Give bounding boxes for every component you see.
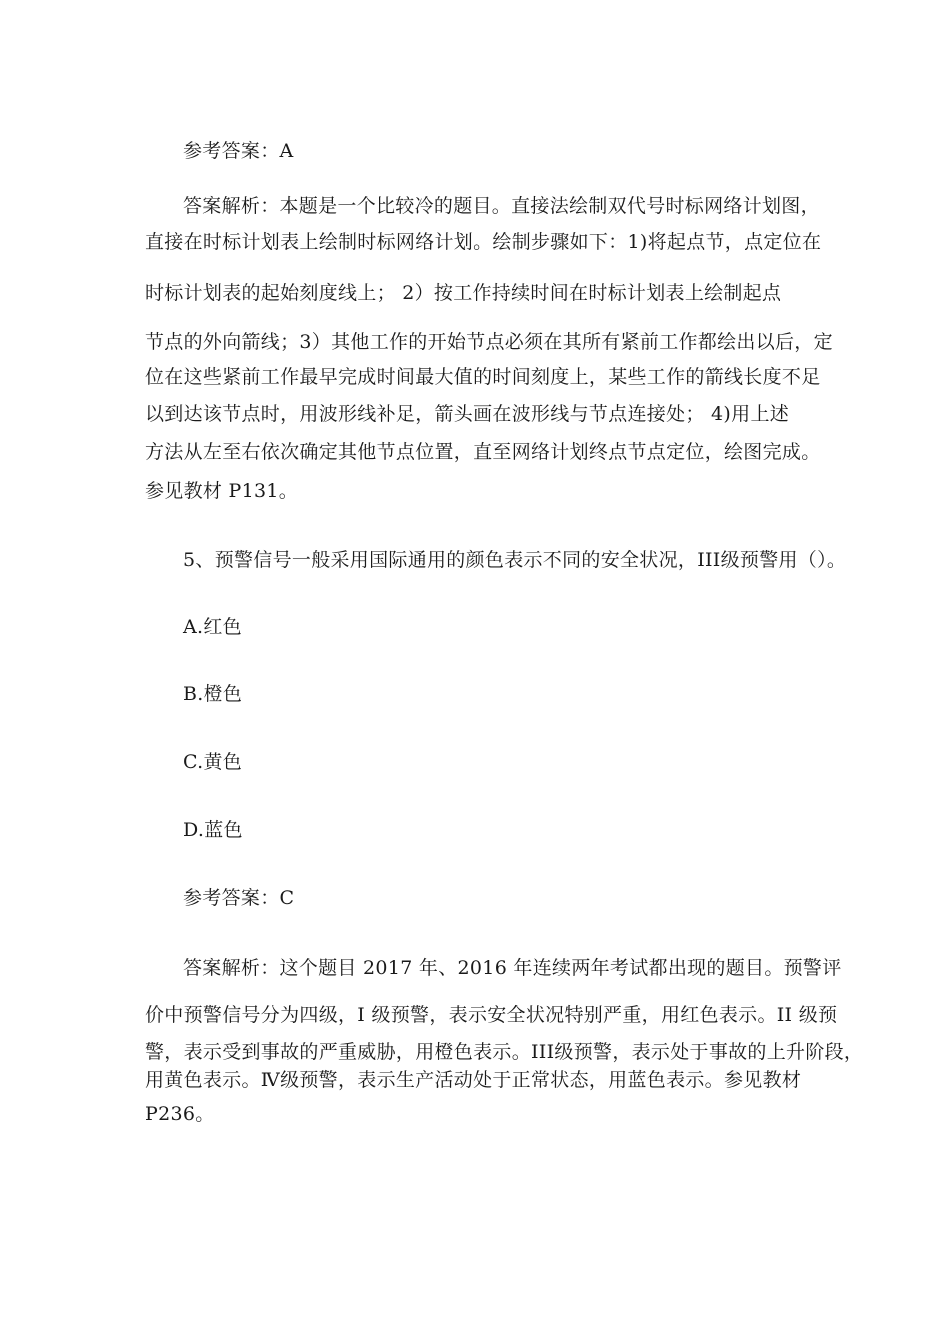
answer-line: 参考答案：C <box>183 887 295 909</box>
explanation-line: 方法从左至右依次确定其他节点位置，直至网络计划终点节点定位，绘图完成。 <box>145 441 821 463</box>
answer-line: 参考答案：A <box>183 140 294 162</box>
explanation-line: 参见教材 P131。 <box>145 480 299 502</box>
explanation-line: 价中预警信号分为四级，I 级预警，表示安全状况特别严重，用红色表示。II 级预 <box>145 1004 838 1026</box>
option-b: B.橙色 <box>183 683 243 705</box>
explanation-line: 警，表示受到事故的严重威胁，用橙色表示。III级预警，表示处于事故的上升阶段， <box>145 1041 864 1063</box>
option-a: A.红色 <box>183 616 242 638</box>
option-d: D.蓝色 <box>183 819 243 841</box>
option-c: C.黄色 <box>183 751 243 773</box>
explanation-line: 节点的外向箭线；3）其他工作的开始节点必须在其所有紧前工作都绘出以后，定 <box>145 331 833 353</box>
explanation-line: 时标计划表的起始刻度线上； 2）按工作持续时间在时标计划表上绘制起点 <box>145 282 782 304</box>
explanation-line: 用黄色表示。Ⅳ级预警，表示生产活动处于正常状态，用蓝色表示。参见教材 <box>145 1069 802 1091</box>
explanation-line: 位在这些紧前工作最早完成时间最大值的时间刻度上，某些工作的箭线长度不足 <box>145 366 821 388</box>
explanation-line: 答案解析：本题是一个比较冷的题目。直接法绘制双代号时标网络计划图， <box>183 195 820 217</box>
explanation-line: 答案解析：这个题目 2017 年、2016 年连续两年考试都出现的题目。预警评 <box>183 957 842 979</box>
explanation-line: 以到达该节点时，用波形线补足，箭头画在波形线与节点连接处； 4)用上述 <box>145 403 790 425</box>
question-stem: 5、预警信号一般采用国际通用的颜色表示不同的安全状况，III级预警用（）。 <box>183 549 847 571</box>
explanation-line: P236。 <box>145 1103 215 1125</box>
explanation-line: 直接在时标计划表上绘制时标网络计划。绘制步骤如下：1)将起点节，点定位在 <box>145 231 822 253</box>
